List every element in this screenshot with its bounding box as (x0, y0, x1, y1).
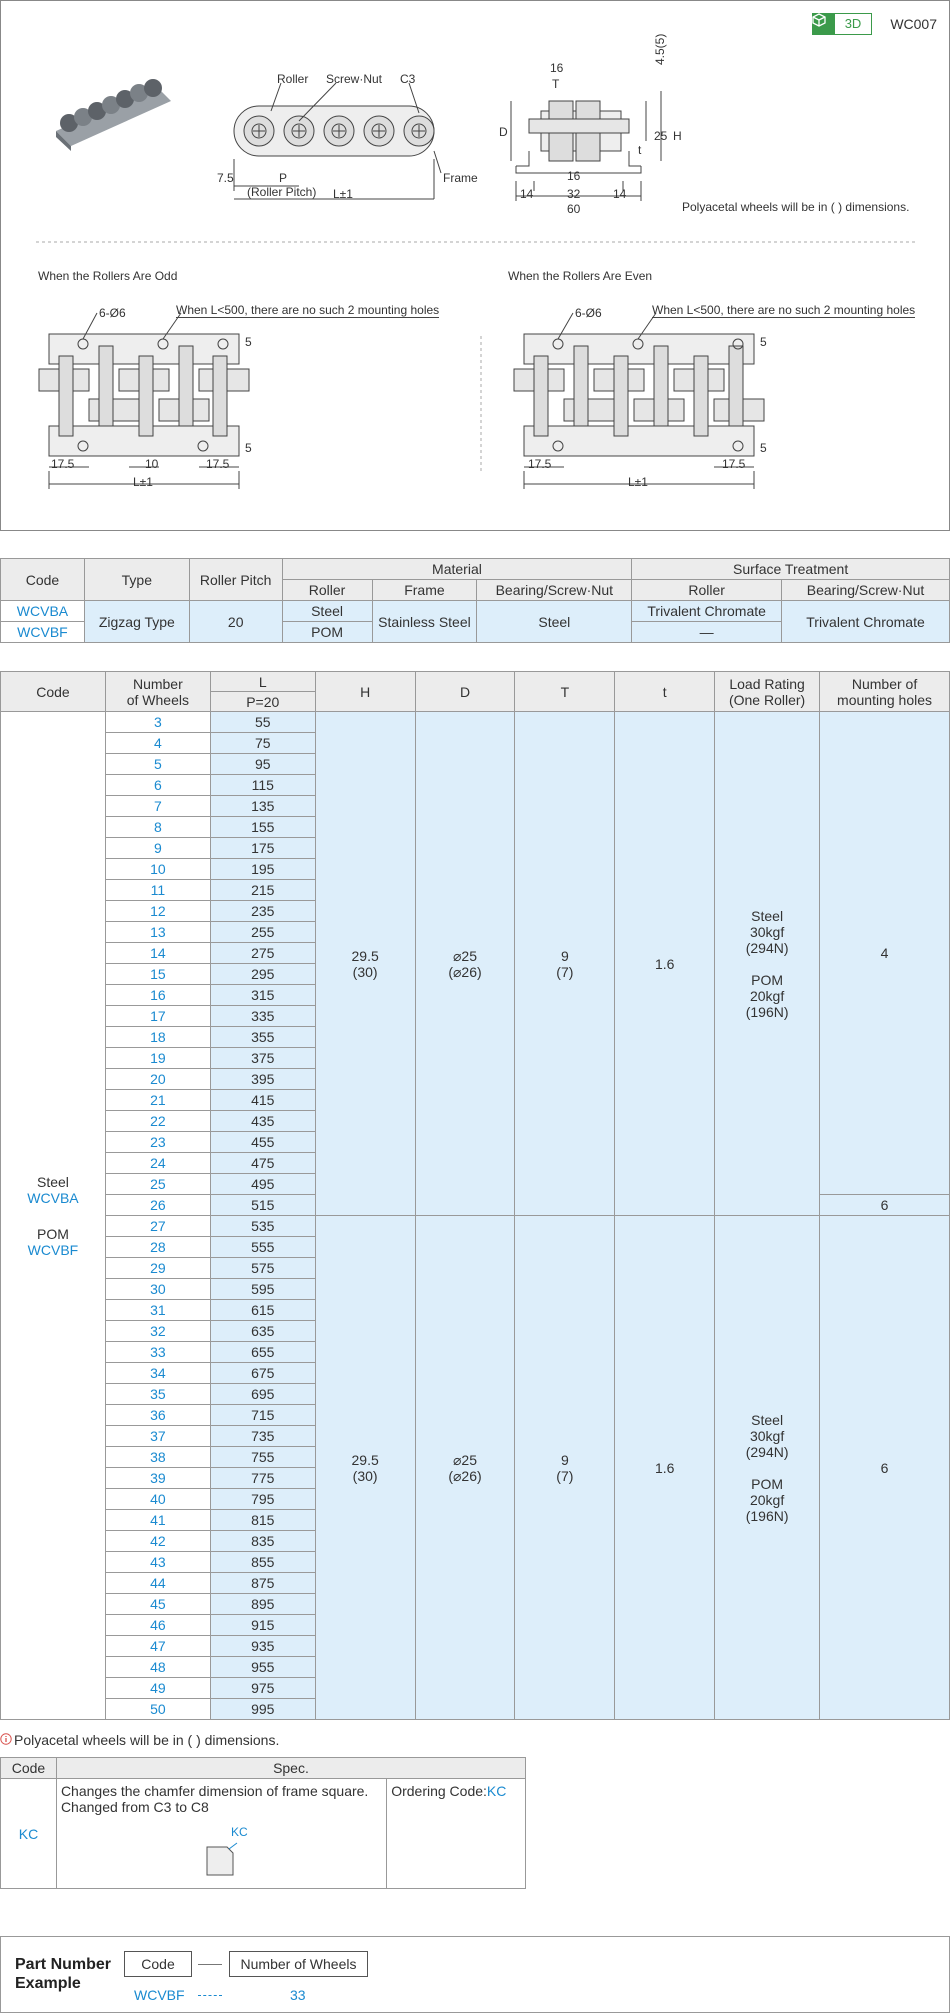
st-wheels-link[interactable]: 31 (105, 1300, 210, 1321)
ot-ordering-label: Ordering Code: (391, 1783, 487, 1799)
label-l-tolerance: L±1 (333, 187, 353, 201)
st-d-cell: ⌀25 (⌀26) (415, 1216, 515, 1720)
mt-header-roller: Roller (282, 580, 372, 601)
st-length-cell: 515 (210, 1195, 315, 1216)
t-lower-cell: 1.6 (615, 1216, 715, 1720)
t-lower-cell: 1.6 (615, 712, 715, 1216)
st-length-cell: 635 (210, 1321, 315, 1342)
mt-header-frame: Frame (372, 580, 477, 601)
st-length-cell: 335 (210, 1006, 315, 1027)
st-wheels-link[interactable]: 44 (105, 1573, 210, 1594)
label-dim-14-left: 14 (520, 187, 534, 201)
st-length-cell: 495 (210, 1174, 315, 1195)
label-frame: Frame (443, 171, 478, 185)
st-wheels-link[interactable]: 10 (105, 859, 210, 880)
st-length-cell: 375 (210, 1048, 315, 1069)
st-header-t-lower: t (615, 672, 715, 712)
label-dim-4-5: 4.5(5) (653, 33, 667, 65)
st-wheels-link[interactable]: 26 (105, 1195, 210, 1216)
st-wheels-link[interactable]: 43 (105, 1552, 210, 1573)
st-length-cell: 275 (210, 943, 315, 964)
st-load-cell: Steel 30kgf (294N) POM 20kgf (196N) (715, 712, 820, 1216)
st-h-cell: 29.5 (30) (315, 712, 415, 1216)
st-length-cell: 675 (210, 1363, 315, 1384)
ot-header-spec: Spec. (56, 1758, 525, 1779)
ot-ordering-code-link[interactable]: KC (486, 1783, 507, 1799)
info-icon (0, 1732, 12, 1748)
odd-mount-note: When L<500, there are no such 2 mounting holes (176, 303, 440, 317)
pne-title-line2: Example (15, 1975, 81, 1992)
label-screw-nut: Screw·Nut (326, 72, 383, 86)
st-code-pom: POM (37, 1225, 69, 1242)
even-holes-label: 6-Ø6 (575, 306, 602, 320)
mt-surface-roller-pom: — (632, 622, 782, 643)
st-length-cell: 435 (210, 1111, 315, 1132)
even-dim-l: L±1 (628, 475, 648, 489)
st-length-cell: 575 (210, 1258, 315, 1279)
label-dim-25: 25 (654, 129, 668, 143)
st-length-cell: 715 (210, 1405, 315, 1426)
st-length-cell: 695 (210, 1384, 315, 1405)
st-header-p20: P=20 (210, 692, 315, 712)
mt-code-wcvbf-link[interactable]: WCVBF (1, 622, 85, 643)
st-header-h: H (315, 672, 415, 712)
option-table (0, 1757, 526, 1889)
st-length-cell: 995 (210, 1699, 315, 1720)
ot-ordering-cell (387, 1779, 526, 1889)
st-wheels-link[interactable]: 42 (105, 1531, 210, 1552)
label-dim-16-bottom: 16 (567, 169, 581, 183)
st-length-cell: 395 (210, 1069, 315, 1090)
st-code-steel-link[interactable]: WCVBA (27, 1189, 79, 1206)
st-wheels-link[interactable]: 19 (105, 1048, 210, 1069)
label-roller: Roller (277, 72, 309, 86)
mt-code-wcvba-link[interactable]: WCVBA (1, 601, 85, 622)
st-code-steel: Steel (36, 1173, 69, 1190)
st-length-cell: 95 (210, 754, 315, 775)
st-wheels-link[interactable]: 27 (105, 1216, 210, 1237)
mt-header-bearing: Bearing/Screw·Nut (477, 580, 632, 601)
pne-value-separator (198, 1995, 222, 1996)
mt-type: Zigzag Type (84, 601, 189, 643)
st-wheels-link[interactable]: 18 (105, 1027, 210, 1048)
st-wheels-link[interactable]: 3 (105, 712, 210, 733)
st-wheels-link[interactable]: 21 (105, 1090, 210, 1111)
part-number-example (0, 1936, 950, 2013)
pne-wheels-value: 33 (290, 1987, 306, 2003)
st-length-cell: 655 (210, 1342, 315, 1363)
st-length-cell: 795 (210, 1489, 315, 1510)
st-header-d: D (415, 672, 515, 712)
st-wheels-link[interactable]: 36 (105, 1405, 210, 1426)
mt-roller-steel: Steel (282, 601, 372, 622)
ot-header-code: Code (1, 1758, 57, 1779)
t-upper-cell: 9 (7) (515, 1216, 615, 1720)
st-wheels-link[interactable]: 6 (105, 775, 210, 796)
st-wheels-link[interactable]: 11 (105, 880, 210, 901)
mt-surface-bearing: Trivalent Chromate (782, 601, 950, 643)
mt-header-roller-pitch: Roller Pitch (189, 559, 282, 601)
st-wheels-link[interactable]: 8 (105, 817, 210, 838)
st-header-l: L (210, 672, 315, 692)
label-c3: C3 (400, 72, 416, 86)
st-header-holes: Number of mounting holes (820, 672, 950, 712)
odd-dim-17-5-left: 17.5 (51, 457, 75, 471)
kc-diagram-label: KC (230, 1825, 248, 1839)
st-length-cell: 875 (210, 1573, 315, 1594)
st-wheels-link[interactable]: 35 (105, 1384, 210, 1405)
ot-code-kc-link[interactable]: KC (1, 1779, 57, 1889)
st-wheels-link[interactable]: 14 (105, 943, 210, 964)
label-dim-7-5: 7.5 (217, 171, 234, 185)
mt-frame: Stainless Steel (372, 601, 477, 643)
st-load-cell: Steel 30kgf (294N) POM 20kgf (196N) (715, 1216, 820, 1720)
3d-badge-label: 3D (844, 16, 862, 31)
pne-code-value: WCVBF (134, 1987, 185, 2003)
mt-header-material: Material (282, 559, 632, 580)
st-length-cell: 755 (210, 1447, 315, 1468)
front-view (234, 83, 441, 199)
pne-wheels-box: Number of Wheels (229, 1951, 368, 1977)
st-wheels-link[interactable]: 40 (105, 1489, 210, 1510)
st-wheels-link[interactable]: 22 (105, 1111, 210, 1132)
note-text: Polyacetal wheels will be in ( ) dimensions. (14, 1732, 280, 1748)
st-length-cell: 155 (210, 817, 315, 838)
mt-header-code: Code (1, 559, 85, 601)
st-length-cell: 895 (210, 1594, 315, 1615)
label-p: P (279, 171, 288, 185)
mt-header-surface-roller: Roller (632, 580, 782, 601)
model-code: WC007 (890, 16, 937, 32)
mt-header-surface: Surface Treatment (632, 559, 950, 580)
odd-dim-17-5-right: 17.5 (206, 457, 230, 471)
pne-title-line1: Part Number (15, 1956, 112, 1973)
even-rollers-title: When the Rollers Are Even (508, 269, 653, 283)
st-header-wheels: Number of Wheels (105, 672, 210, 712)
technical-drawing-panel (0, 0, 950, 531)
st-wheels-link[interactable]: 30 (105, 1279, 210, 1300)
label-dim-32: 32 (567, 187, 581, 201)
spec-row (1, 1216, 950, 1237)
st-wheels-link[interactable]: 34 (105, 1363, 210, 1384)
st-length-cell: 935 (210, 1636, 315, 1657)
label-dim-16-top: 16 (550, 61, 564, 75)
st-length-cell: 255 (210, 922, 315, 943)
label-d: D (499, 125, 508, 139)
label-dim-14-right: 14 (613, 187, 627, 201)
odd-rollers-title: When the Rollers Are Odd (38, 269, 178, 283)
mt-pitch: 20 (189, 601, 282, 643)
st-code-pom-link[interactable]: WCVBF (27, 1241, 79, 1258)
even-dim-5-top: 5 (760, 335, 767, 349)
mt-bearing: Steel (477, 601, 632, 643)
st-wheels-link[interactable]: 23 (105, 1132, 210, 1153)
label-h: H (673, 129, 682, 143)
st-wheels-link[interactable]: 28 (105, 1237, 210, 1258)
st-code-spacer (1, 1206, 105, 1226)
st-wheels-link[interactable]: 45 (105, 1594, 210, 1615)
st-wheels-link[interactable]: 38 (105, 1447, 210, 1468)
st-wheels-link[interactable]: 12 (105, 901, 210, 922)
st-length-cell: 215 (210, 880, 315, 901)
st-wheels-link[interactable]: 32 (105, 1321, 210, 1342)
st-wheels-link[interactable]: 41 (105, 1510, 210, 1531)
ot-description-cell (56, 1779, 386, 1889)
st-length-cell: 135 (210, 796, 315, 817)
st-length-cell: 835 (210, 1531, 315, 1552)
spec-table-body (1, 712, 950, 1720)
st-length-cell: 175 (210, 838, 315, 859)
odd-dim-5-bottom: 5 (245, 441, 252, 455)
st-length-cell: 955 (210, 1657, 315, 1678)
st-length-cell: 615 (210, 1300, 315, 1321)
st-length-cell: 815 (210, 1510, 315, 1531)
label-polyacetal-note: Polyacetal wheels will be in ( ) dimensions. (682, 200, 910, 214)
st-length-cell: 535 (210, 1216, 315, 1237)
st-length-cell: 195 (210, 859, 315, 880)
pne-code-box: Code (124, 1951, 192, 1977)
label-t-upper: T (552, 77, 560, 91)
st-wheels-link[interactable]: 5 (105, 754, 210, 775)
st-wheels-link[interactable]: 20 (105, 1069, 210, 1090)
mt-surface-roller-steel: Trivalent Chromate (632, 601, 782, 622)
st-wheels-link[interactable]: 15 (105, 964, 210, 985)
even-dim-17-5-right: 17.5 (722, 457, 746, 471)
st-wheels-link[interactable]: 48 (105, 1657, 210, 1678)
odd-holes-label: 6-Ø6 (99, 306, 126, 320)
st-wheels-link[interactable]: 29 (105, 1258, 210, 1279)
st-wheels-link[interactable]: 24 (105, 1153, 210, 1174)
st-h-cell: 29.5 (30) (315, 1216, 415, 1720)
mt-header-type: Type (84, 559, 189, 601)
label-t-lower: t (638, 143, 642, 157)
st-length-cell: 415 (210, 1090, 315, 1111)
even-mount-note: When L<500, there are no such 2 mounting holes (652, 303, 916, 317)
chamfer-icon (203, 1839, 263, 1883)
st-length-cell: 315 (210, 985, 315, 1006)
st-length-cell: 75 (210, 733, 315, 754)
label-roller-pitch: (Roller Pitch) (247, 185, 317, 199)
st-wheels-link[interactable]: 4 (105, 733, 210, 754)
drawing-artwork (1, 1, 950, 532)
st-length-cell: 455 (210, 1132, 315, 1153)
st-wheels-link[interactable]: 17 (105, 1006, 210, 1027)
st-wheels-link[interactable]: 13 (105, 922, 210, 943)
product-photo (56, 79, 171, 151)
mt-header-surface-bearing: Bearing/Screw·Nut (782, 580, 950, 601)
st-wheels-link[interactable]: 16 (105, 985, 210, 1006)
spec-row (1, 712, 950, 733)
pne-title (15, 1955, 111, 1993)
st-wheels-link[interactable]: 9 (105, 838, 210, 859)
st-code-cell (1, 712, 106, 1720)
label-dim-60: 60 (567, 202, 581, 216)
st-length-cell: 55 (210, 712, 315, 733)
st-length-cell: 295 (210, 964, 315, 985)
polyacetal-note (0, 1732, 279, 1748)
st-length-cell: 555 (210, 1237, 315, 1258)
st-length-cell: 475 (210, 1153, 315, 1174)
st-holes-cell: 6 (820, 1195, 950, 1216)
st-d-cell: ⌀25 (⌀26) (415, 712, 515, 1216)
mt-roller-pom: POM (282, 622, 372, 643)
t-upper-cell: 9 (7) (515, 712, 615, 1216)
odd-dim-5-top: 5 (245, 335, 252, 349)
material-table (0, 558, 950, 643)
st-length-cell: 855 (210, 1552, 315, 1573)
odd-dim-10: 10 (145, 457, 159, 471)
st-wheels-link[interactable]: 39 (105, 1468, 210, 1489)
st-length-cell: 355 (210, 1027, 315, 1048)
even-dim-17-5-left: 17.5 (528, 457, 552, 471)
st-wheels-link[interactable]: 7 (105, 796, 210, 817)
st-length-cell: 595 (210, 1279, 315, 1300)
st-length-cell: 975 (210, 1678, 315, 1699)
st-length-cell: 115 (210, 775, 315, 796)
st-wheels-link[interactable]: 25 (105, 1174, 210, 1195)
st-wheels-link[interactable]: 50 (105, 1699, 210, 1720)
spec-table (0, 671, 950, 1720)
pne-separator (198, 1964, 222, 1965)
st-holes-cell: 6 (820, 1216, 950, 1720)
ot-desc-line1: Changes the chamfer dimension of frame square. (60, 1783, 369, 1799)
even-dim-5-bottom: 5 (760, 441, 767, 455)
st-length-cell: 775 (210, 1468, 315, 1489)
st-header-t-upper: T (515, 672, 615, 712)
ot-desc-line2: Changed from C3 to C8 (60, 1799, 209, 1815)
st-wheels-link[interactable]: 37 (105, 1426, 210, 1447)
st-holes-cell: 4 (820, 712, 950, 1195)
st-length-cell: 735 (210, 1426, 315, 1447)
st-length-cell: 235 (210, 901, 315, 922)
odd-dim-l: L±1 (133, 475, 153, 489)
st-wheels-link[interactable]: 46 (105, 1615, 210, 1636)
st-header-code: Code (1, 672, 106, 712)
st-wheels-link[interactable]: 49 (105, 1678, 210, 1699)
st-wheels-link[interactable]: 33 (105, 1342, 210, 1363)
st-wheels-link[interactable]: 47 (105, 1636, 210, 1657)
st-length-cell: 915 (210, 1615, 315, 1636)
st-header-load: Load Rating (One Roller) (715, 672, 820, 712)
